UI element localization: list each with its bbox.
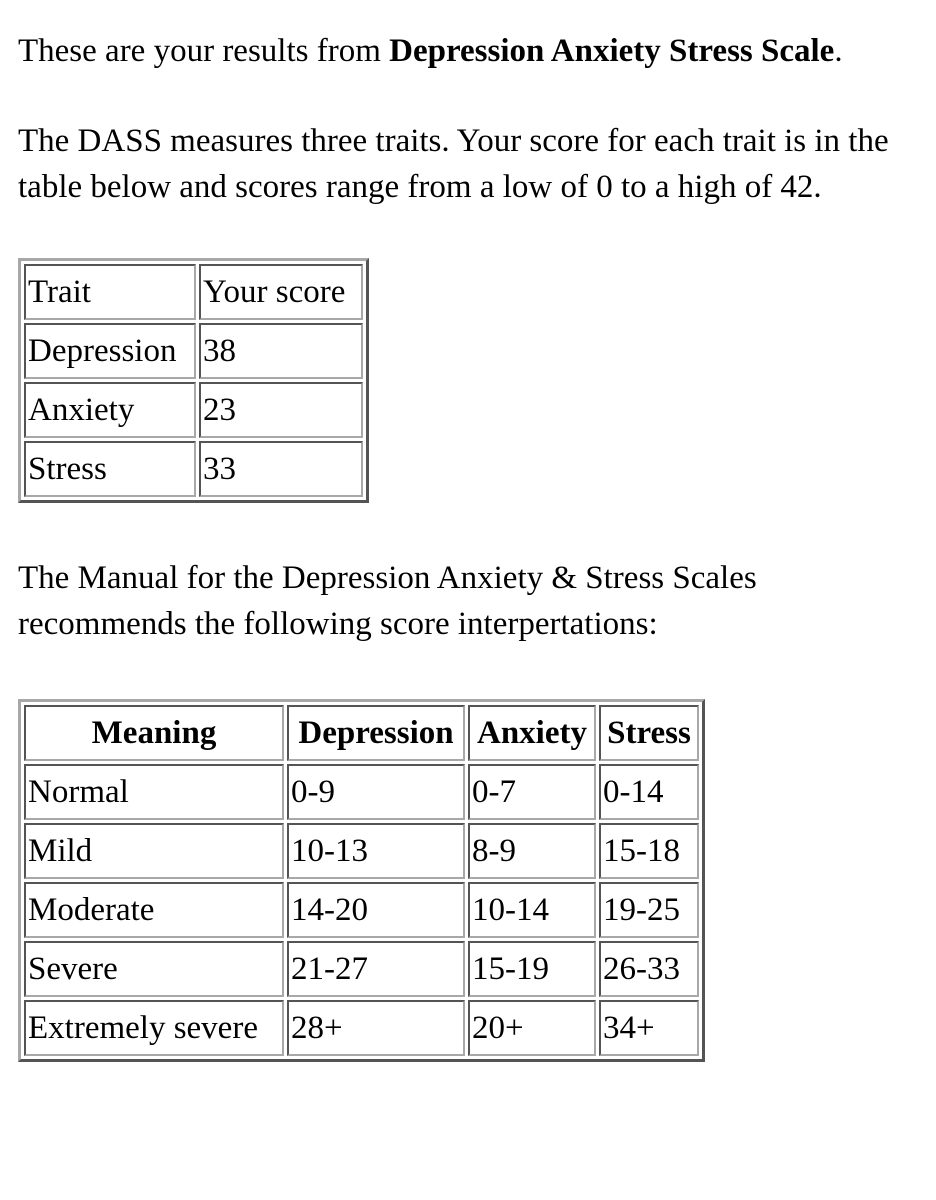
trait-score: 23 [199, 382, 363, 438]
anxiety-range: 15-19 [468, 941, 596, 997]
meaning-cell: Moderate [24, 882, 284, 938]
interp-header-anxiety: Anxiety [468, 705, 596, 761]
table-row [24, 941, 699, 997]
interp-header-depression: Depression [287, 705, 465, 761]
anxiety-range: 0-7 [468, 764, 596, 820]
stress-range: 0-14 [599, 764, 699, 820]
scores-header-trait: Trait [24, 264, 196, 320]
depression-range: 21-27 [287, 941, 465, 997]
intro-prefix: These are your results from [18, 33, 390, 69]
table-row [24, 1000, 699, 1056]
scores-table [18, 258, 369, 503]
anxiety-range: 20+ [468, 1000, 596, 1056]
trait-name: Depression [24, 323, 196, 379]
table-row [24, 323, 363, 379]
meaning-cell: Severe [24, 941, 284, 997]
table-row [24, 764, 699, 820]
meaning-cell: Normal [24, 764, 284, 820]
interp-header-stress: Stress [599, 705, 699, 761]
anxiety-range: 10-14 [468, 882, 596, 938]
scores-header-row [24, 264, 363, 320]
anxiety-range: 8-9 [468, 823, 596, 879]
table-row [24, 882, 699, 938]
trait-name: Anxiety [24, 382, 196, 438]
depression-range: 28+ [287, 1000, 465, 1056]
interp-header-meaning: Meaning [24, 705, 284, 761]
stress-range: 15-18 [599, 823, 699, 879]
table-row [24, 823, 699, 879]
meaning-cell: Extremely severe [24, 1000, 284, 1056]
trait-score: 33 [199, 441, 363, 497]
description-paragraph: The DASS measures three traits. Your score for each trait is in the table below and scores range from a low of 0 to a high of 42. [18, 123, 889, 205]
page-content [18, 28, 918, 1062]
stress-range: 34+ [599, 1000, 699, 1056]
stress-range: 19-25 [599, 882, 699, 938]
trait-name: Stress [24, 441, 196, 497]
intro-paragraph [18, 28, 878, 74]
interp-header-row [24, 705, 699, 761]
manual-note-paragraph: The Manual for the Depression Anxiety & Stress Scales recommends the following score interpertations: [18, 560, 757, 642]
trait-score: 38 [199, 323, 363, 379]
table-row [24, 441, 363, 497]
scale-name: Depression Anxiety Stress Scale [389, 33, 835, 69]
table-row [24, 382, 363, 438]
depression-range: 14-20 [287, 882, 465, 938]
depression-range: 10-13 [287, 823, 465, 879]
scores-header-score: Your score [199, 264, 363, 320]
interpretation-table [18, 699, 705, 1062]
depression-range: 0-9 [287, 764, 465, 820]
meaning-cell: Mild [24, 823, 284, 879]
intro-suffix: . [834, 33, 843, 69]
stress-range: 26-33 [599, 941, 699, 997]
